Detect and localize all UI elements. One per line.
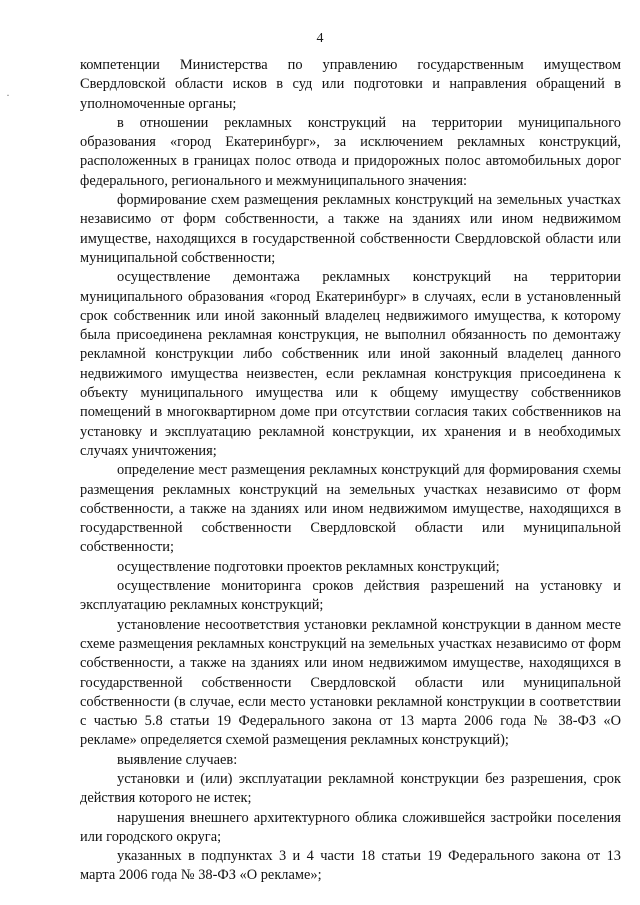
paragraph-4: осуществление демонтажа рекламных конструкций на территории муниципального образования «город Екатеринбург» в случаях, если в установленный срок собственник или иной законный владелец недвижимого имущества, к которому была присоединена рекламная конструкция, не выполнил обязанность по демонтажу рекламной конструкции либо собственник или иной законный владелец данного недвижимого имущества неизвестен, если рекламная конструкция присоединена к объекту муниципального имущества или к общему имуществу собственников помещений в многоквартирном доме при отсутствии согласия таких собственников на установку и эксплуатацию рекламной конструкции, их хранения и в необходимых случаях уничтожения;	[80, 269, 621, 459]
paragraph-2: в отношении рекламных конструкций на территории муниципального образования «город Екатеринбург», за исключением рекламных конструкций, расположенных в границах полос отвода и придорожных полос автомобильных дорог федерального, регионального и межмуниципального значения:	[80, 114, 621, 189]
page-number: 4	[316, 31, 324, 46]
paragraph-1: компетенции Министерства по управлению государственным имуществом Свердловской области исков в суд или подготовки и направления обращений в уполномоченные органы;	[80, 57, 621, 112]
paragraph-8: установление несоответствия установки рекламной конструкции в данном месте схеме размещения рекламных конструкций на земельных участках независимо от форм собственности, а также на зданиях или ином недвижимом имуществе, находящихся в государственной собственности Свердловской области или муниципальной собственности (в случае, если место установки рекламной конструкции в соответствии с частью 5.8 статьи 19 Федерального закона от 13 марта 2006 года № 38-ФЗ «О рекламе» определяется схемой размещения рекламных конструкций);	[80, 616, 621, 749]
margin-mark: ·	[6, 88, 10, 102]
paragraph-5: определение мест размещения рекламных конструкций для формирования схемы размещения рекламных конструкций на земельных участках независимо от форм собственности, а также на зданиях или ином недвижимом имуществе, находящихся в государственной собственности Свердловской области или муниципальной собственности;	[80, 462, 621, 556]
paragraph-12: указанных в подпунктах 3 и 4 части 18 статьи 19 Федерального закона от 13 марта 2006 года № 38-ФЗ «О рекламе»;	[80, 848, 621, 884]
paragraph-10: установки и (или) эксплуатации рекламной конструкции без разрешения, срок действия которого не истек;	[80, 770, 621, 807]
document-body	[80, 56, 621, 886]
paragraph-9: выявление случаев:	[117, 751, 238, 768]
paragraph-3: формирование схем размещения рекламных конструкций на земельных участках независимо от форм собственности, а также на зданиях или ином недвижимом имуществе, находящихся в государственной собственности Свердловской области или муниципальной собственности;	[80, 192, 621, 266]
paragraph-7: осуществление мониторинга сроков действия разрешений на установку и эксплуатацию рекламных конструкций;	[80, 578, 621, 614]
paragraph-11: нарушения внешнего архитектурного облика сложившейся застройки поселения или городского округа;	[80, 809, 621, 845]
paragraph-6: осуществление подготовки проектов рекламных конструкций;	[117, 558, 500, 575]
